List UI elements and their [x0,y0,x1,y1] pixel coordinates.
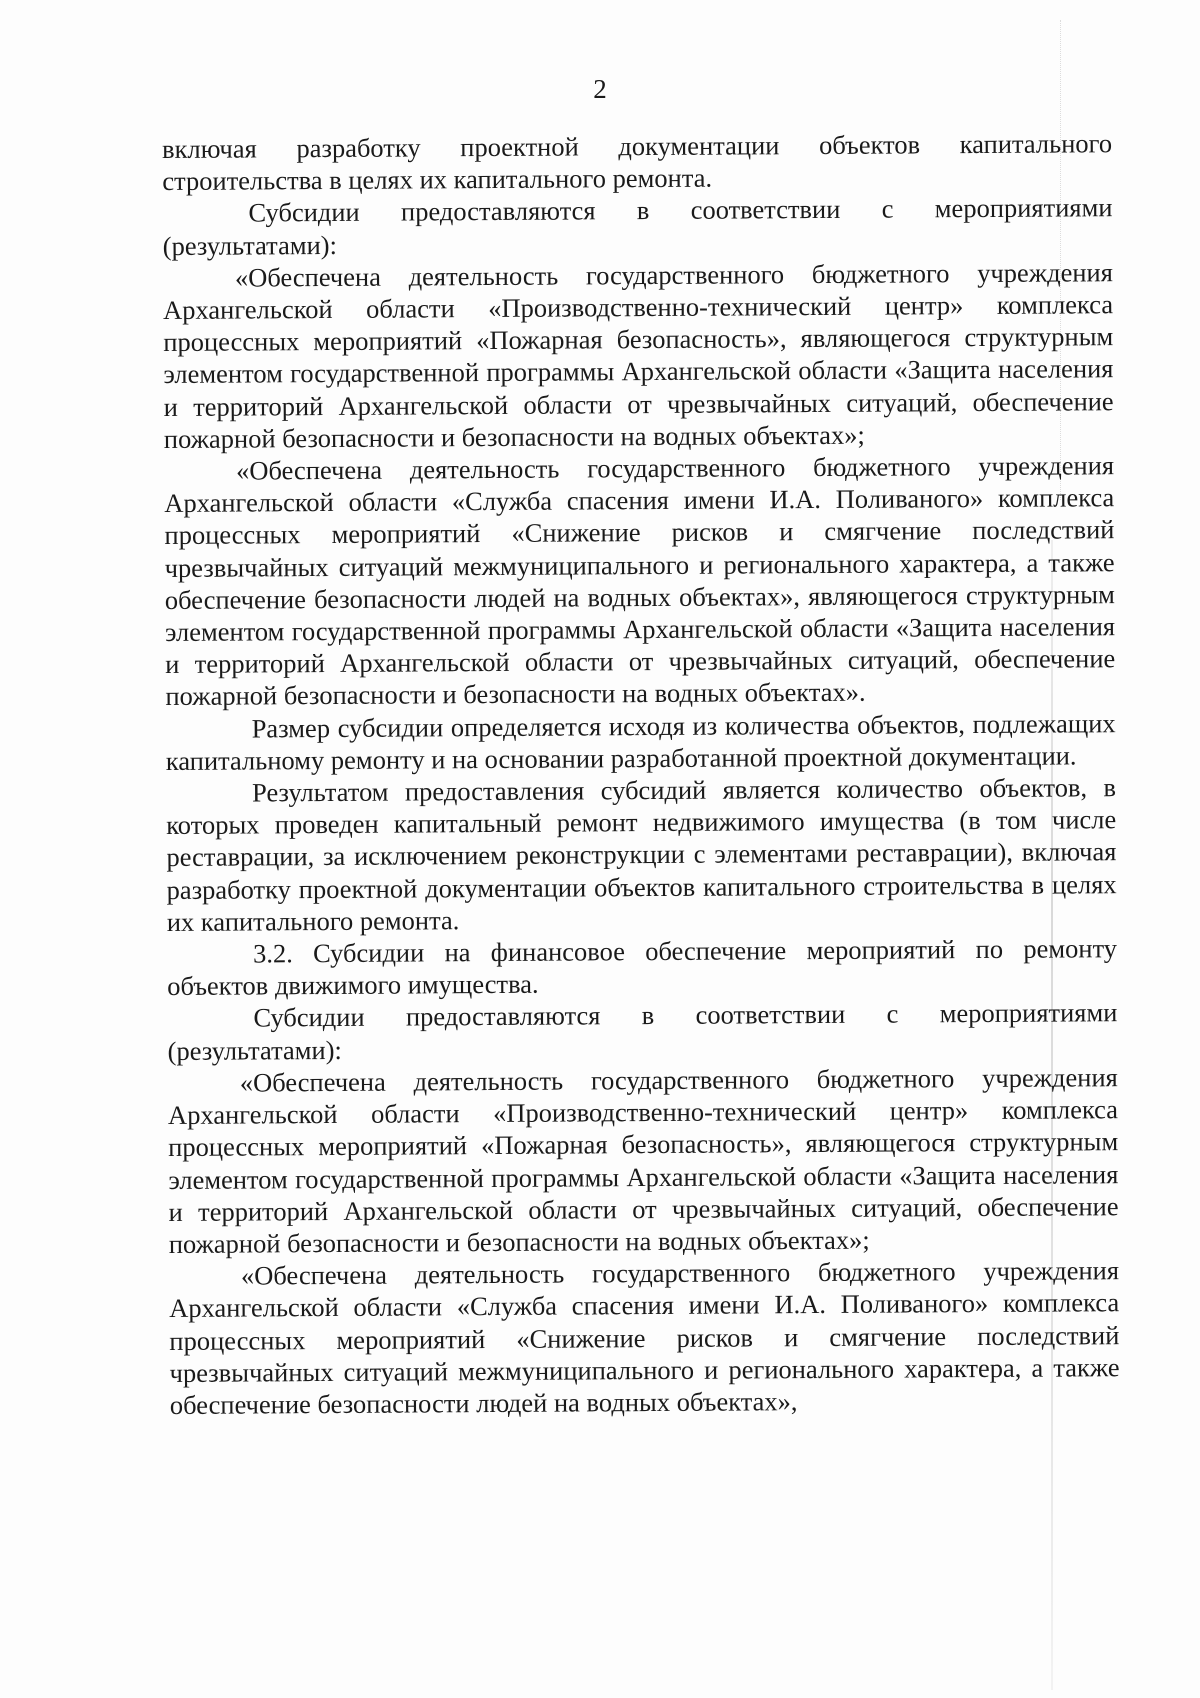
paragraph: «Обеспечена деятельность государственного бюджетного учреждения Архангельской области «Служба спасения имени И.А. Поливаного» комплекса процессных мероприятий «Снижение рисков и смягчение последствий чрезвычайных ситуаций межмуниципального и регионального характера, а также обеспечение безопасности людей на водных объектах», являющегося структурным элементом государственной программы Архангельской области «Защита населения и территорий Архангельской области от чрезвычайных ситуаций, обеспечение пожарной безопасности и безопасности на водных объектах». [164,450,1116,712]
document-body [162,127,1120,1421]
section-heading-paragraph: 3.2. Субсидии на финансовое обеспечение мероприятий по ремонту объектов движимого имущества. [167,933,1118,1002]
paragraph: Субсидии предоставляются в соответствии с мероприятиями (результатами): [167,997,1118,1066]
paragraph: «Обеспечена деятельность государственного бюджетного учреждения Архангельской области «Производственно-технический центр» комплекса процессных мероприятий «Пожарная безопасность», являющегося структурным элементом государственной программы Архангельской области «Защита населения и территорий Архангельской области от чрезвычайных ситуаций, обеспечение пожарной безопасности и безопасности на водных объектах»; [167,1062,1119,1259]
paragraph: Субсидии предоставляются в соответствии с мероприятиями (результатами): [162,192,1113,261]
page-number: 2 [593,74,607,104]
paragraph: «Обеспечена деятельность государственного бюджетного учреждения Архангельской области «Производственно-технический центр» комплекса процессных мероприятий «Пожарная безопасность», являющегося структурным элементом государственной программы Архангельской области «Защита населения и территорий Архангельской области от чрезвычайных ситуаций, обеспечение пожарной безопасности и безопасности на водных объектах»; [162,257,1114,454]
paragraph: Результатом предоставления субсидий является количество объектов, в которых проведен капитальный ремонт недвижимого имущества (в том числе реставрации, за исключением реконструкции с элементами реставрации), включая разработку проектной документации объектов капитального строительства в целях их капитального ремонта. [166,772,1117,937]
paragraph: Размер субсидии определяется исходя из количества объектов, подлежащих капитальному ремонту и на основании разработанной проектной документации. [165,707,1116,776]
paragraph: включая разработку проектной документации объектов капитального строительства в целях их капитального ремонта. [162,128,1113,197]
paragraph: «Обеспечена деятельность государственного бюджетного учреждения Архангельской области «Служба спасения имени И.А. Поливаного» комплекса процессных мероприятий «Снижение рисков и смягчение последствий чрезвычайных ситуаций межмуниципального и регионального характера, а также обеспечение безопасности людей на водных объектах», [169,1255,1120,1420]
